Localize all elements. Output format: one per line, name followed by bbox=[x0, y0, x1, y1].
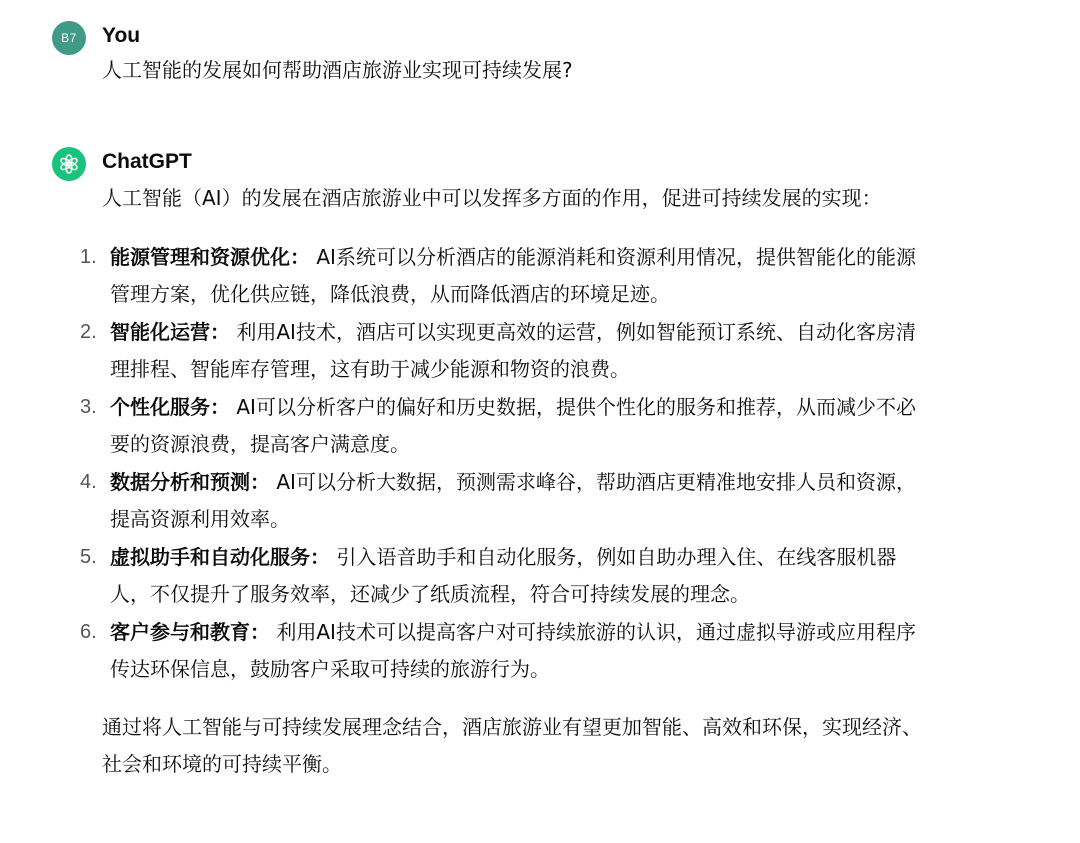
user-message-text: 人工智能的发展如何帮助酒店旅游业实现可持续发展? bbox=[102, 58, 573, 82]
point-text: 引入语音助手和自动化服务，例如自助办理入住、在线客服机器人，不仅提升了服务效率，还减少了纸质流程，符合可持续发展的理念。 bbox=[110, 544, 897, 606]
point-text: AI可以分析大数据，预测需求峰谷，帮助酒店更精准地安排人员和资源，提高资源利用效率。 bbox=[110, 469, 916, 531]
user-author-name: You bbox=[102, 24, 141, 47]
point-text: 利用AI技术可以提高客户对可持续旅游的认识，通过虚拟导游或应用程序传达环保信息，鼓励客户采取可持续的旅游行为。 bbox=[110, 619, 916, 681]
points-list bbox=[102, 239, 928, 689]
assistant-author-name: ChatGPT bbox=[102, 150, 192, 173]
point-text: 利用AI技术，酒店可以实现更高效的运营，例如智能预订系统、自动化客房清理排程、智能库存管理，这有助于减少能源和物资的浪费。 bbox=[110, 319, 916, 381]
list-item bbox=[110, 239, 928, 314]
assistant-avatar bbox=[52, 147, 86, 181]
list-item bbox=[110, 314, 928, 389]
user-avatar bbox=[52, 21, 86, 55]
point-text: AI可以分析客户的偏好和历史数据，提供个性化的服务和推荐，从而减少不必要的资源浪费，提高客户满意度。 bbox=[110, 394, 916, 456]
point-text: AI系统可以分析酒店的能源消耗和资源利用情况，提供智能化的能源管理方案，优化供应链，降低浪费，从而降低酒店的环境足迹。 bbox=[110, 244, 916, 306]
point-title: 数据分析和预测： bbox=[110, 469, 270, 494]
assistant-conclusion: 通过将人工智能与可持续发展理念结合，酒店旅游业有望更加智能、高效和环保，实现经济、社会和环境的可持续平衡。 bbox=[102, 714, 922, 776]
assistant-intro: 人工智能（AI）的发展在酒店旅游业中可以发挥多方面的作用，促进可持续发展的实现： bbox=[102, 186, 882, 210]
openai-logo-icon bbox=[58, 153, 80, 175]
list-item bbox=[110, 614, 928, 689]
point-title: 智能化运营： bbox=[110, 319, 230, 344]
point-title: 客户参与和教育： bbox=[110, 619, 270, 644]
point-title: 个性化服务： bbox=[110, 394, 230, 419]
point-title: 虚拟助手和自动化服务： bbox=[110, 544, 330, 569]
assistant-message-body bbox=[102, 180, 928, 784]
list-item bbox=[110, 539, 928, 614]
point-title: 能源管理和资源优化： bbox=[110, 244, 310, 269]
list-item bbox=[110, 464, 928, 539]
user-avatar-initials: B7 bbox=[61, 31, 77, 45]
list-item bbox=[110, 389, 928, 464]
